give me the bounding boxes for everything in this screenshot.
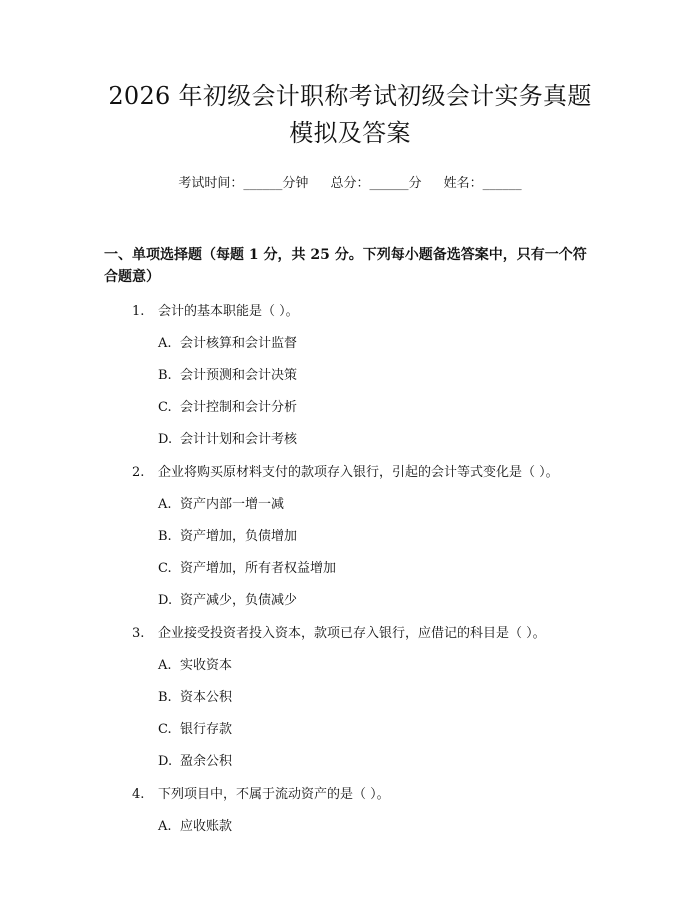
question-3 bbox=[104, 625, 596, 643]
question-text: 企业将购买原材料支付的款项存入银行，引起的会计等式变化是（ ）。 bbox=[158, 465, 559, 480]
question-number: 1. bbox=[132, 304, 145, 319]
option-text: 应收账款 bbox=[180, 819, 233, 834]
exam-title-line-2: 模拟及答案 bbox=[289, 119, 411, 147]
option-key: C. bbox=[158, 722, 172, 737]
option-key: B. bbox=[158, 529, 172, 544]
option-key: D. bbox=[158, 432, 173, 447]
option-text: 资产内部一增一减 bbox=[180, 497, 285, 512]
option-a bbox=[158, 818, 596, 836]
option-key: D. bbox=[158, 754, 173, 769]
exam-title bbox=[104, 78, 596, 152]
option-c bbox=[158, 560, 596, 578]
question-text: 企业接受投资者投入资本，款项已存入银行，应借记的科目是（ ）。 bbox=[158, 626, 546, 641]
question-1 bbox=[104, 303, 596, 321]
exam-meta bbox=[104, 175, 596, 193]
exam-time: 考试时间：______分钟 bbox=[178, 176, 309, 191]
option-text: 资产增加，所有者权益增加 bbox=[180, 561, 337, 576]
option-d bbox=[158, 592, 596, 610]
question-2 bbox=[104, 464, 596, 482]
question-text: 会计的基本职能是（ ）。 bbox=[158, 304, 299, 319]
option-key: B. bbox=[158, 690, 172, 705]
exam-candidate-name: 姓名：______ bbox=[443, 176, 522, 191]
option-key: B. bbox=[158, 368, 172, 383]
question-4-options bbox=[158, 818, 596, 836]
option-a bbox=[158, 335, 596, 353]
option-text: 资产减少，负债减少 bbox=[180, 593, 298, 608]
option-key: D. bbox=[158, 593, 173, 608]
question-2-options bbox=[158, 496, 596, 610]
option-text: 会计核算和会计监督 bbox=[180, 336, 298, 351]
question-4 bbox=[104, 786, 596, 804]
exam-total-score: 总分：______分 bbox=[330, 176, 422, 191]
option-text: 资本公积 bbox=[180, 690, 233, 705]
question-text: 下列项目中，不属于流动资产的是（ ）。 bbox=[158, 787, 390, 802]
option-text: 会计计划和会计考核 bbox=[180, 432, 298, 447]
option-text: 资产增加，负债增加 bbox=[180, 529, 298, 544]
option-a bbox=[158, 496, 596, 514]
option-key: A. bbox=[158, 819, 172, 834]
option-key: A. bbox=[158, 336, 172, 351]
question-3-options bbox=[158, 657, 596, 771]
option-text: 银行存款 bbox=[180, 722, 233, 737]
option-key: A. bbox=[158, 658, 172, 673]
question-number: 3. bbox=[132, 626, 145, 641]
option-c bbox=[158, 721, 596, 739]
option-a bbox=[158, 657, 596, 675]
option-text: 会计控制和会计分析 bbox=[180, 400, 298, 415]
question-number: 2. bbox=[132, 465, 145, 480]
option-b bbox=[158, 528, 596, 546]
option-d bbox=[158, 753, 596, 771]
option-text: 盈余公积 bbox=[180, 754, 233, 769]
option-key: A. bbox=[158, 497, 172, 512]
option-c bbox=[158, 399, 596, 417]
exam-title-line-1: 2026 年初级会计职称考试初级会计实务真题 bbox=[108, 82, 592, 110]
option-key: C. bbox=[158, 561, 172, 576]
option-b bbox=[158, 367, 596, 385]
option-d bbox=[158, 431, 596, 449]
question-number: 4. bbox=[132, 787, 145, 802]
option-text: 会计预测和会计决策 bbox=[180, 368, 298, 383]
option-b bbox=[158, 689, 596, 707]
option-text: 实收资本 bbox=[180, 658, 233, 673]
option-key: C. bbox=[158, 400, 172, 415]
question-1-options bbox=[158, 335, 596, 449]
section-title-single-choice: 一、单项选择题（每题 1 分，共 25 分。下列每小题备选答案中，只有一个符合题意） bbox=[104, 247, 587, 285]
